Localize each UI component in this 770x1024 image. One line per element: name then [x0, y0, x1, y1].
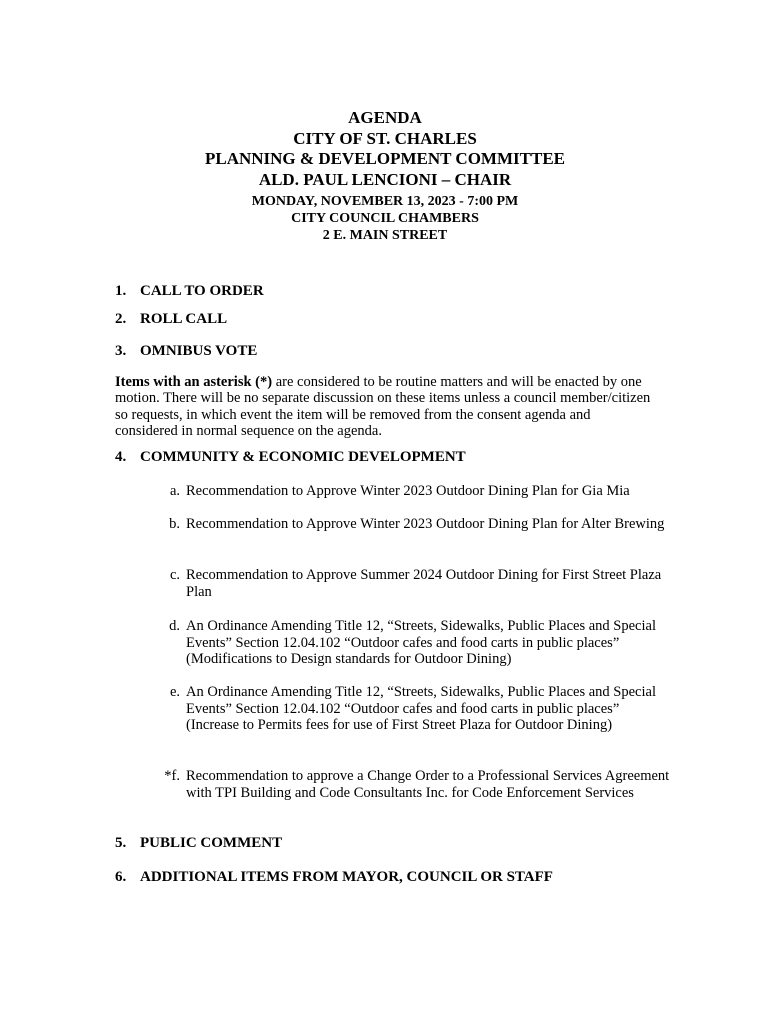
item-text: Recommendation to Approve Winter 2023 Outdoor Dining Plan for Gia Mia — [186, 483, 630, 499]
agenda-header — [0, 108, 770, 244]
header-meeting-date: MONDAY, NOVEMBER 13, 2023 - 7:00 PM — [251, 194, 519, 209]
section-number: 1. — [115, 283, 127, 299]
section-number: 6. — [115, 869, 127, 885]
section-number: 4. — [115, 449, 127, 465]
agenda-item-f — [150, 768, 670, 801]
item-text: Recommendation to Approve Winter 2023 Outdoor Dining Plan for Alter Brewing — [186, 516, 665, 532]
section-call-to-order — [115, 283, 264, 300]
section-title: PUBLIC COMMENT — [140, 835, 283, 851]
header-chair-name: ALD. PAUL LENCIONI – CHAIR — [258, 169, 512, 189]
section-number: 2. — [115, 311, 127, 327]
section-title: COMMUNITY & ECONOMIC DEVELOPMENT — [140, 449, 466, 465]
header-committee-name: PLANNING & DEVELOPMENT COMMITTEE — [204, 149, 565, 168]
section-roll-call — [115, 311, 227, 328]
agenda-item-e — [150, 684, 670, 734]
header-meeting-location: CITY COUNCIL CHAMBERS — [291, 211, 479, 226]
header-city-name: CITY OF ST. CHARLES — [293, 128, 477, 148]
item-letter: *f. — [164, 768, 180, 784]
item-letter: a. — [169, 483, 180, 499]
section-community-economic-development — [115, 449, 466, 466]
item-letter: d. — [169, 618, 180, 634]
agenda-item-c — [150, 567, 670, 600]
omnibus-bold-lead: Items with an asterisk (*) — [115, 374, 273, 390]
section-title: ADDITIONAL ITEMS FROM MAYOR, COUNCIL OR STAFF — [140, 869, 553, 885]
item-text: An Ordinance Amending Title 12, “Streets, Sidewalks, Public Places and Special Events” Section 12.04.102 “Outdoor cafes and food carts in public places” (Modifications to Design standards for Outdoor Dining) — [186, 618, 656, 668]
section-number: 5. — [115, 835, 127, 851]
section-omnibus-vote — [115, 343, 257, 360]
section-number: 3. — [115, 343, 127, 359]
omnibus-text: are considered to be routine matters and will be enacted by one motion. There will be no separate discussion on these items unless a council member/citizen so requests, in which event the item will be removed from the consent agenda and considered in normal sequence on the agenda. — [115, 374, 651, 440]
agenda-item-b — [150, 516, 670, 533]
omnibus-description — [115, 374, 655, 440]
item-letter: b. — [169, 516, 180, 532]
section-public-comment — [115, 835, 282, 852]
item-letter: e. — [169, 684, 180, 700]
item-text: Recommendation to Approve Summer 2024 Outdoor Dining for First Street Plaza Plan — [186, 567, 662, 600]
header-agenda-title: AGENDA — [348, 108, 422, 127]
item-text: An Ordinance Amending Title 12, “Streets, Sidewalks, Public Places and Special Events” Section 12.04.102 “Outdoor cafes and food carts in public places” (Increase to Permits fees for use of First Street Plaza for Outdoor Dining) — [186, 684, 656, 734]
header-meeting-address: 2 E. MAIN STREET — [322, 228, 448, 243]
agenda-item-d — [150, 618, 670, 668]
agenda-item-a — [150, 483, 670, 500]
section-additional-items — [115, 869, 553, 886]
section-title: OMNIBUS VOTE — [140, 343, 258, 359]
section-title: CALL TO ORDER — [140, 283, 264, 299]
item-text: Recommendation to approve a Change Order to a Professional Services Agreement with TPI Building and Code Consultants Inc. for Code Enforcement Services — [186, 768, 670, 801]
item-letter: c. — [169, 567, 180, 583]
section-title: ROLL CALL — [140, 311, 228, 327]
